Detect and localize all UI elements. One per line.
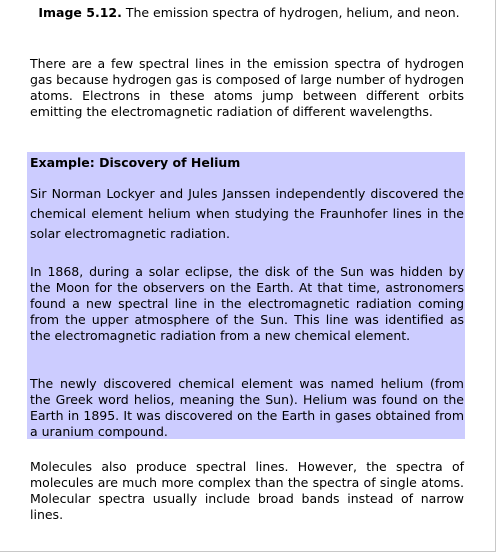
intro-paragraph: There are a few spectral lines in the emission spectra of hydrogen gas because hydrogen gas is composed of large number of hydrogen atoms. Electrons in these atoms jump between different orbits emitting the electromagnetic radiation of different wavelengths. [30,56,464,119]
example-title: Example: Discovery of Helium [30,155,241,170]
caption-label: Image 5.12. [38,5,122,20]
image-caption [34,5,464,21]
example-paragraph-2: In 1868, during a solar eclipse, the disk of the Sun was hidden by the Moon for the observers on the Earth. At that time, astronomers found a new spectral line in the electromagnetic radiation coming from the upper atmosphere of the Sun. This line was identified as the electromagnetic radiation from a new chemical element. [30,264,464,343]
example-paragraph-1: Sir Norman Lockyer and Jules Janssen independently discovered the chemical element helium when studying the Fraunhofer lines in the solar electromagnetic radiation. [30,186,464,241]
closing-paragraph: Molecules also produce spectral lines. However, the spectra of molecules are much more complex than the spectra of single atoms. Molecular spectra usually include broad bands instead of narrow lines. [30,459,464,522]
example-paragraph-3: The newly discovered chemical element was named helium (from the Greek word helios, meaning the Sun). Helium was found on the Earth in 1895. It was discovered on the Earth in gases obtained from a uranium compound. [30,376,464,439]
caption-text: The emission spectra of hydrogen, helium, and neon. [121,5,460,20]
